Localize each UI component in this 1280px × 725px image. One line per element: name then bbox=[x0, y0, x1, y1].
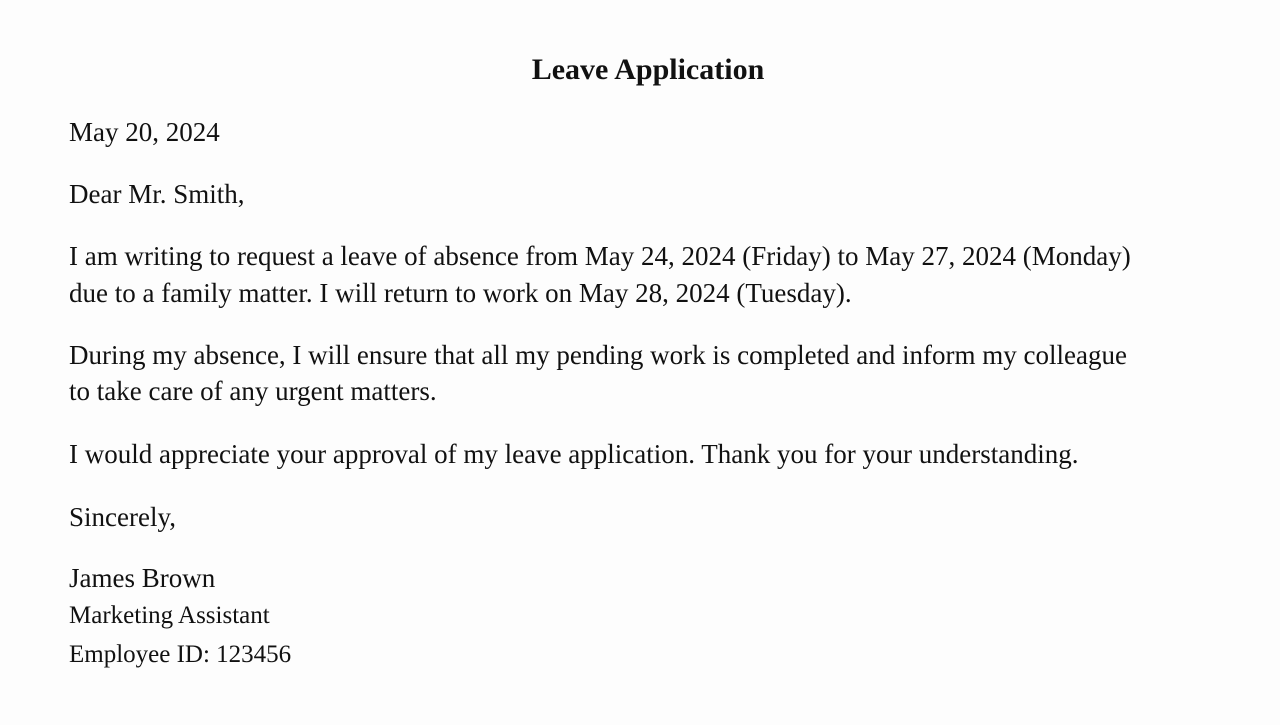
signature-position: Marketing Assistant bbox=[69, 602, 270, 629]
paragraph-3: I would appreciate your approval of my leave application. Thank you for your understanding. bbox=[69, 439, 1079, 469]
paragraph-1-line-1: I am writing to request a leave of absence from May 24, 2024 (Friday) to May 27, 2024 (Monday) bbox=[69, 241, 1131, 271]
signature-employee-id: Employee ID: 123456 bbox=[69, 641, 292, 668]
letter-salutation: Dear Mr. Smith, bbox=[69, 179, 245, 209]
letter-closing: Sincerely, bbox=[69, 502, 176, 532]
paragraph-2-line-1: During my absence, I will ensure that all my pending work is completed and inform my colleague bbox=[69, 340, 1127, 370]
paragraph-1-line-2: due to a family matter. I will return to work on May 28, 2024 (Tuesday). bbox=[69, 278, 852, 308]
letter-date: May 20, 2024 bbox=[69, 117, 220, 147]
letter-title: Leave Application bbox=[531, 53, 765, 86]
paragraph-2-line-2: to take care of any urgent matters. bbox=[69, 376, 437, 406]
signature-name: James Brown bbox=[69, 563, 216, 593]
